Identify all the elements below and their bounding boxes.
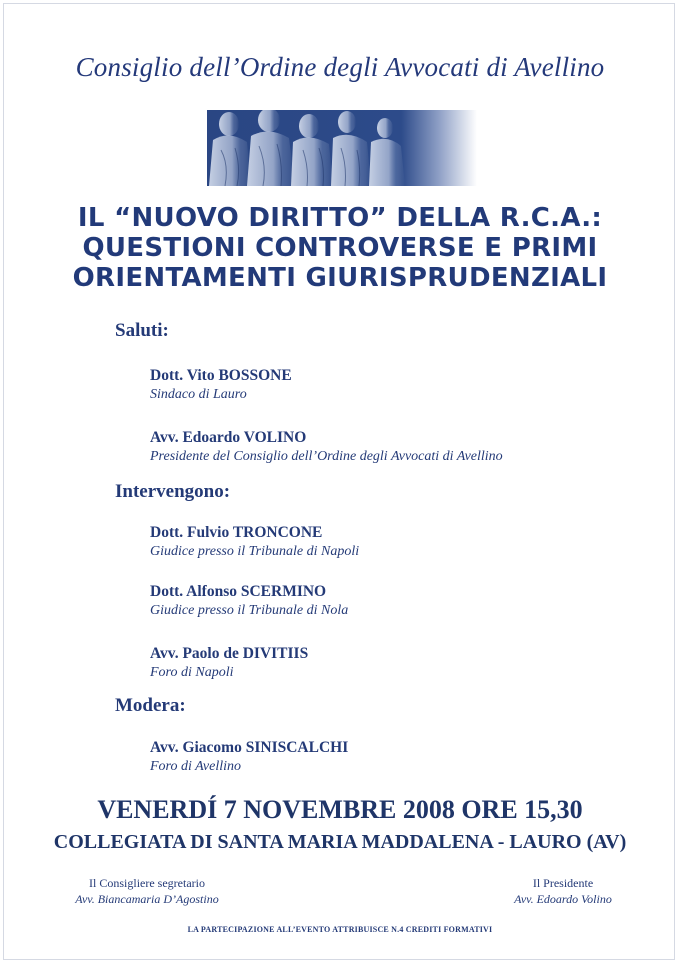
section-heading-modera: Modera:: [115, 695, 186, 716]
speaker-role: Giudice presso il Tribunale di Napoli: [150, 544, 360, 559]
speaker-role: Foro di Napoli: [150, 665, 234, 680]
signature-left: [52, 876, 242, 907]
speaker-entry: [150, 583, 348, 619]
speaker-role: Foro di Avellino: [150, 759, 241, 774]
speaker-name: Avv. Edoardo VOLINO: [150, 429, 307, 446]
section-heading-intervengono: Intervengono:: [115, 481, 231, 502]
relief-banner-image: [207, 110, 477, 186]
signature-name: Avv. Edoardo Volino: [514, 892, 612, 906]
speaker-name: Dott. Fulvio TRONCONE: [150, 524, 323, 541]
speaker-name: Avv. Giacomo SINISCALCHI: [150, 739, 349, 756]
speaker-name: Dott. Alfonso SCERMINO: [150, 583, 327, 600]
event-title-line-1: IL “NUOVO DIRITTO” DELLA R.C.A.:: [77, 203, 603, 233]
speaker-role: Sindaco di Lauro: [150, 387, 247, 402]
signature-right: [488, 876, 638, 907]
event-date: VENERDÍ 7 NOVEMBRE 2008 ORE 15,30: [97, 795, 583, 824]
event-venue: COLLEGIATA DI SANTA MARIA MADDALENA - LAURO (AV): [53, 831, 627, 853]
speaker-role: Giudice presso il Tribunale di Nola: [150, 603, 349, 618]
speaker-entry: [150, 429, 503, 465]
speaker-name: Avv. Paolo de DIVITIIS: [150, 645, 309, 662]
speaker-entry: [150, 739, 348, 775]
speaker-role: Presidente del Consiglio dell’Ordine degli Avvocati di Avellino: [150, 449, 503, 464]
signature-name: Avv. Biancamaria D’Agostino: [75, 892, 219, 906]
organization-title: Consiglio dell’Ordine degli Avvocati di Avellino: [75, 52, 605, 82]
credits-note: LA PARTECIPAZIONE ALL’EVENTO ATTRIBUISCE N.4 CREDITI FORMATIVI: [187, 925, 493, 934]
signature-title: Il Consigliere segretario: [89, 876, 205, 890]
relief-figures-graphic: [207, 110, 477, 186]
event-title-line-2: QUESTIONI CONTROVERSE E PRIMI: [82, 233, 598, 263]
event-title-line-3: ORIENTAMENTI GIURISPRUDENZIALI: [72, 263, 608, 293]
speaker-entry: [150, 645, 308, 681]
event-title: [0, 203, 680, 293]
speaker-entry: [150, 524, 359, 560]
speaker-entry: [150, 367, 292, 403]
speaker-name: Dott. Vito BOSSONE: [150, 367, 292, 384]
section-heading-saluti: Saluti:: [115, 320, 169, 341]
signature-title: Il Presidente: [532, 876, 594, 890]
